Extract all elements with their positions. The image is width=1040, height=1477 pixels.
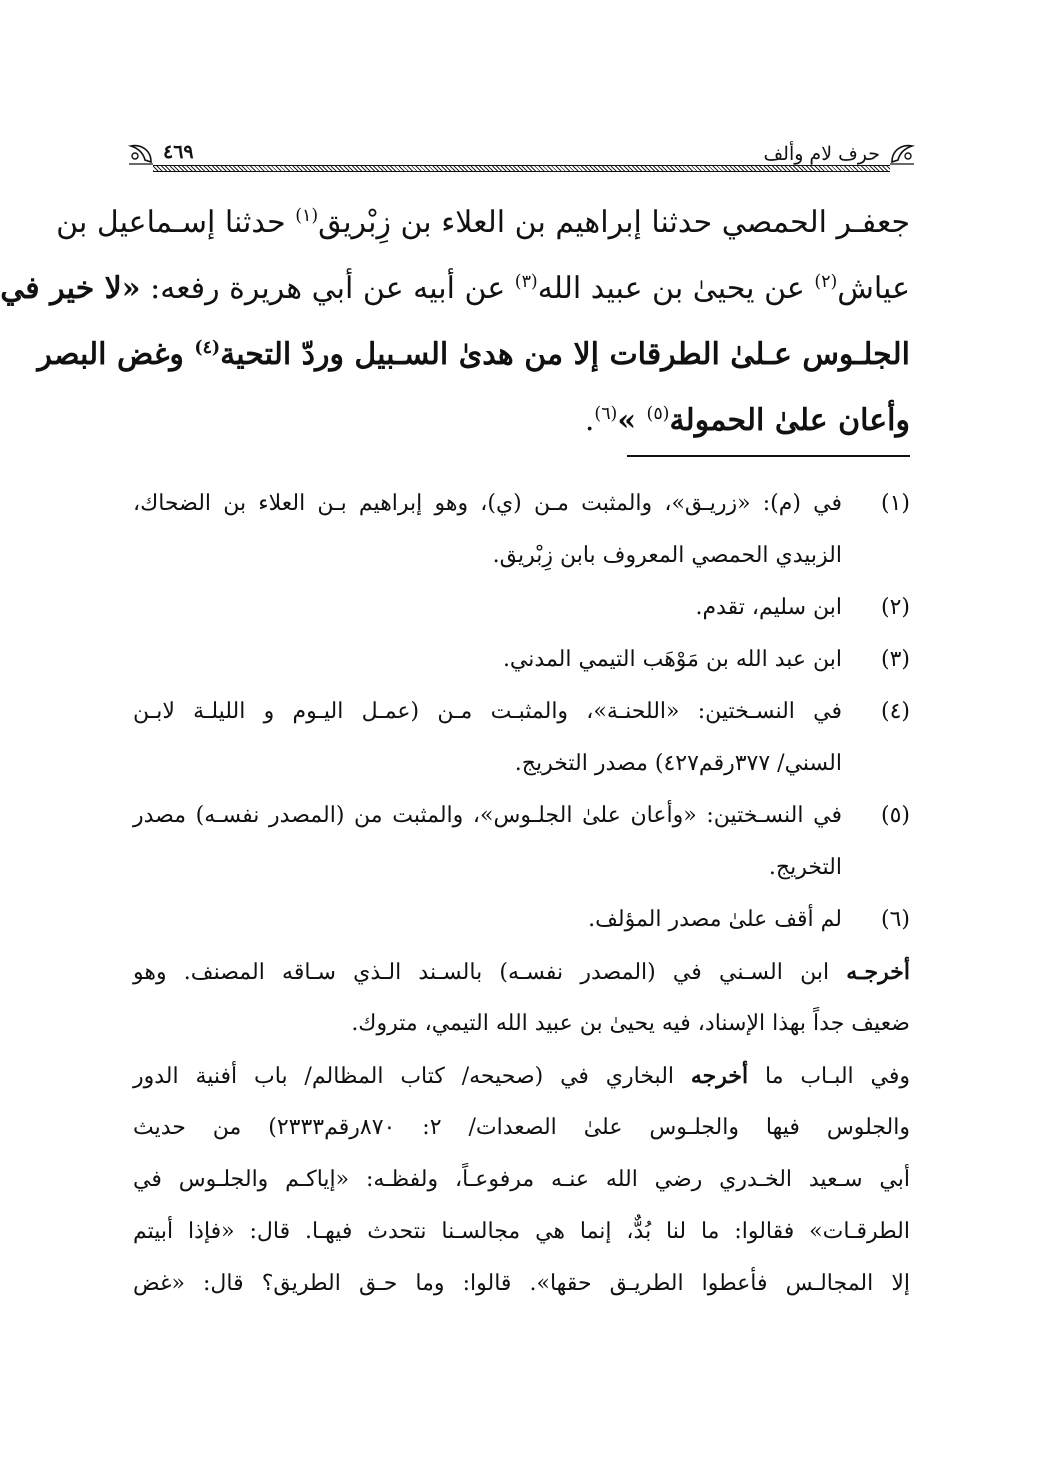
- main-text-segment: عن يحيىٰ بن عبيد الله: [537, 271, 815, 306]
- footnote-number: (٢): [880, 595, 910, 620]
- commentary-line: [133, 946, 910, 998]
- commentary-line: إلا المجالـس فأعطوا الطريـق حقها». قالوا: وما حـق الطريق؟ قال: «غض: [133, 1271, 910, 1296]
- footnote: [133, 634, 910, 686]
- footnote-ref: (٥): [646, 404, 670, 424]
- footnote-line: التخريج.: [768, 855, 842, 880]
- hadith-text: وأعان علىٰ الحمولة: [669, 403, 910, 438]
- commentary-segment: ابن السـني في (المصدر نفسـه) بالسـند الـذي سـاقه المصنف. وهو: [133, 960, 847, 985]
- footnote: [133, 790, 910, 894]
- running-header: [133, 136, 910, 176]
- takhrij-commentary: [133, 946, 910, 1310]
- commentary-line: والجلوس فيها والجلـوس علىٰ الصعدات/ ٢: ٨٧٠رقم٢٣٣٣) من حديث: [133, 1115, 910, 1140]
- main-text-segment: عياش: [837, 271, 910, 306]
- footnote-line: السني/ ٣٧٧رقم٤٢٧) مصدر التخريج.: [514, 751, 842, 776]
- footnote-number: (٣): [880, 647, 910, 672]
- hadith-text: »: [617, 403, 647, 438]
- footnote: [133, 894, 910, 946]
- hadith-text: الجلـوس عـلىٰ الطرقات إلا من هدىٰ السـبيل وردّ التحية: [220, 337, 910, 372]
- floral-ornament-icon: [127, 140, 155, 166]
- keyword-bold: أخرجـه: [846, 959, 910, 985]
- footnote-ref: (٣): [514, 272, 538, 292]
- main-text-segment: جعفـر الحمصي حدثنا إبراهيم بن العلاء بن زِبْريق: [318, 205, 910, 240]
- header-rule: [153, 165, 890, 172]
- footnote-line: في النسـختين: «اللحنـة»، والمثبـت مـن (عمـل اليـوم و الليلـة لابـن: [133, 699, 842, 724]
- footnote-number: (٥): [880, 803, 910, 828]
- page-number: ٤٦٩: [163, 141, 194, 163]
- commentary-line: [133, 1050, 910, 1102]
- main-text-line: [133, 388, 910, 454]
- footnote-separator: [627, 455, 910, 457]
- footnote-line: في (م): «زريـق»، والمثبت مـن (ي)، وهو إبراهيم بـن العلاء بن الضحاك،: [133, 491, 842, 516]
- main-text-segment: حدثنا إسـماعيل بن: [56, 205, 296, 240]
- commentary-segment: وفي البـاب ما: [748, 1064, 910, 1089]
- footnote: [133, 582, 910, 634]
- footnote-line: ابن سليم، تقدم.: [695, 595, 842, 620]
- running-header-title: حرف لام وألف: [763, 143, 880, 165]
- footnote-ref: (٦): [594, 404, 618, 424]
- main-text-segment: عن أبيه عن أبي هريرة رفعه:: [140, 271, 515, 306]
- commentary-line: الطرقـات» فقالوا: ما لنا بُدٌّ، إنما هي مجالسـنا نتحدث فيهـا. قال: «فإذا أبيتم: [133, 1219, 910, 1244]
- main-text-line: [0, 256, 910, 322]
- footnote-line: لم أقف علىٰ مصدر المؤلف.: [588, 907, 842, 932]
- footnotes: [133, 478, 910, 1310]
- commentary-segment: البخاري في (صحيحه/ كتاب المظالم/ باب أفنية الدور: [133, 1064, 691, 1089]
- footnote-ref: (٢): [814, 272, 838, 292]
- floral-ornament-icon: [888, 140, 916, 166]
- footnote-ref: (٤): [194, 338, 221, 358]
- main-text-line: [56, 190, 910, 256]
- footnote-line: في النسـختين: «وأعان علىٰ الجلـوس»، والمثبت من (المصدر نفسـه) مصدر: [133, 803, 842, 828]
- footnote: [133, 686, 910, 790]
- hadith-text: «لا خير في: [0, 271, 141, 306]
- footnote-line: الزبيدي الحمصي المعروف بابن زِبْريق.: [492, 543, 842, 568]
- footnote-number: (١): [880, 491, 910, 516]
- footnote-line: ابن عبد الله بن مَوْهَب التيمي المدني.: [502, 647, 842, 672]
- main-text-line: [37, 322, 910, 388]
- commentary-line: ضعيف جداً بهذا الإسناد، فيه يحيىٰ بن عبيد الله التيمي، متروك.: [351, 1011, 910, 1036]
- footnote-number: (٤): [880, 699, 910, 724]
- keyword-bold: أخرجه: [690, 1063, 749, 1089]
- commentary-line: أبي سـعيد الخـدري رضي الله عنـه مرفوعـاً، ولفظـه: «إياكـم والجلـوس في: [133, 1167, 910, 1192]
- footnote-number: (٦): [880, 907, 910, 932]
- footnote-ref: (١): [295, 206, 319, 226]
- main-text-segment: .: [584, 403, 595, 438]
- main-text: [0, 190, 910, 454]
- footnote: [133, 478, 910, 582]
- hadith-text: وغض البصر: [37, 337, 195, 372]
